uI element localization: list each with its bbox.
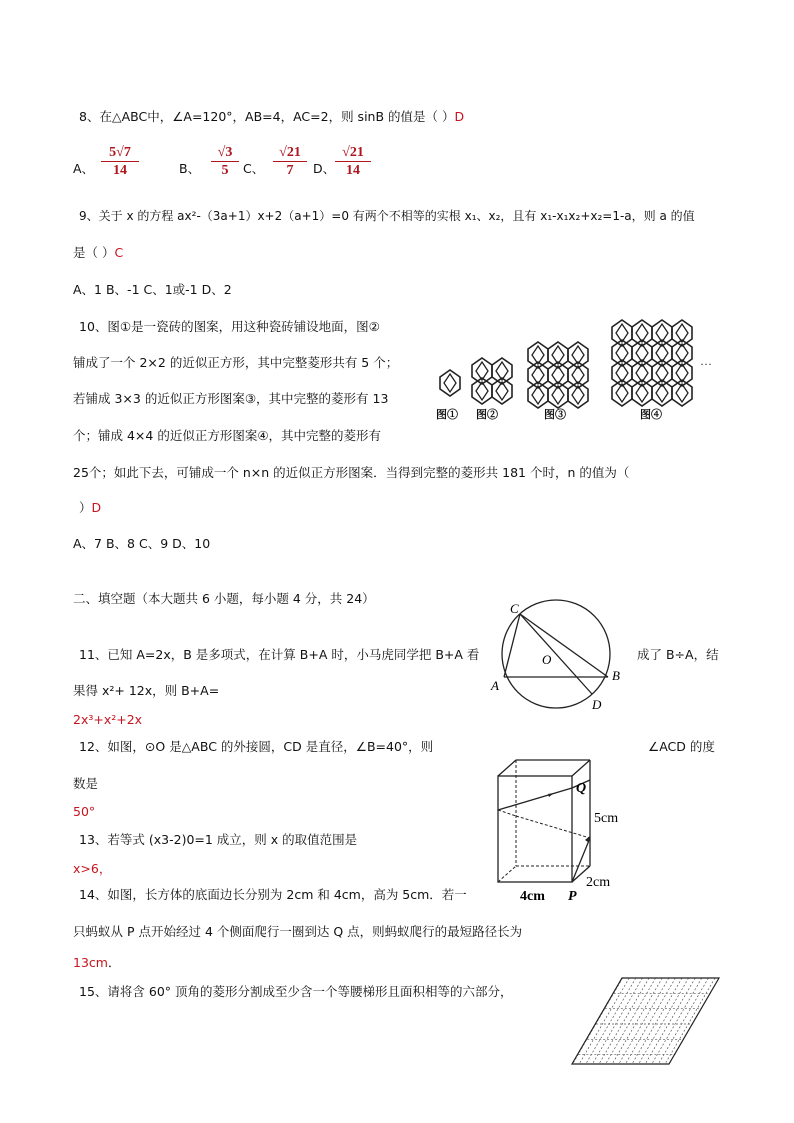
- cuboid-label-depth: 2cm: [586, 875, 611, 890]
- circle-label-b: B: [612, 668, 620, 683]
- q8-option-c-label: C、: [243, 161, 265, 176]
- q12-line1-tail: ∠ACD 的度: [648, 739, 715, 754]
- q12-line2: 数是: [73, 776, 99, 791]
- q10-line1: 10、图①是一瓷砖的图案，用这种瓷砖铺设地面，图②: [79, 319, 380, 334]
- q10-answer: D: [91, 500, 102, 515]
- q15-line1: 15、请将含 60° 顶角的菱形分割成至少含一个等腰梯形且面积相等的六部分，: [79, 984, 513, 999]
- q10-options: A、7 B、8 C、9 D、10: [73, 536, 211, 551]
- q8-answer: D: [454, 109, 465, 124]
- circle-label-o: O: [542, 652, 552, 667]
- tile-label-4: 图④: [640, 409, 662, 421]
- q11-answer: 2x³+x²+2x: [73, 712, 143, 727]
- q13-line1: 13、若等式 (x3-2)0=1 成立，则 x 的取值范围是: [79, 832, 358, 847]
- q10-line6: ）D: [79, 500, 102, 515]
- q8-option-b-label: B、: [179, 161, 201, 176]
- q10-line5: 25个；如此下去，可铺成一个 n×n 的近似正方形图案．当得到完整的菱形共 181 个时，n 的值为（: [73, 465, 630, 480]
- q10-line3: 若铺成 3×3 的近似正方形图案③，其中完整的菱形有 13: [73, 391, 389, 406]
- tile-figure-1: [440, 370, 460, 396]
- q14-line2: 只蚂蚁从 P 点开始经过 4 个侧面爬行一圈到达 Q 点，则蚂蚁爬行的最短路径长为: [73, 924, 523, 939]
- circle-label-a: A: [491, 678, 499, 693]
- circle-label-c: C: [510, 601, 519, 616]
- q9-line2: 是（ ）C: [73, 245, 124, 260]
- cuboid-label-p: P: [568, 889, 577, 904]
- tile-figure-2: [472, 358, 512, 404]
- q8-c-numerator: √21: [273, 145, 307, 162]
- q8-option-b-fraction: [211, 145, 239, 178]
- section2-heading: 二、填空题（本大题共 6 小题，每小题 4 分，共 24）: [73, 591, 375, 606]
- q8-option-d-label: D、: [313, 161, 336, 176]
- circle-figure: [484, 594, 630, 718]
- q9-options: A、1 B、-1 C、1或-1 D、2: [73, 282, 232, 297]
- cuboid-label-q: Q: [576, 781, 587, 796]
- q12-line1: 12、如图，⊙O 是△ABC 的外接圆，CD 是直径，∠B=40°，则: [79, 739, 434, 754]
- q8-stem: 8、在△ABC中，∠A=120°，AB=4，AC=2，则 sinB 的值是（ ）D: [79, 109, 465, 124]
- q8-c-denominator: 7: [286, 163, 294, 178]
- cuboid-figure: [490, 758, 628, 904]
- q14-answer-line: 13cm．: [73, 955, 121, 970]
- q8-a-denominator: 14: [113, 163, 127, 178]
- circle-label-d: D: [592, 697, 602, 712]
- q8-option-d-fraction: [335, 145, 371, 178]
- tile-pattern-figure: [432, 316, 728, 430]
- tile-label-2: 图②: [476, 409, 498, 421]
- tile-label-3: 图③: [544, 409, 566, 421]
- q8-a-numerator: 5√7: [101, 145, 139, 162]
- tile-figure-4: [612, 320, 692, 406]
- cuboid-label-height: 5cm: [594, 811, 619, 826]
- tile-figure-3: [528, 342, 588, 408]
- q11-line2: 果得 x²+ 12x，则 B+A=: [73, 683, 220, 698]
- q8-d-denominator: 14: [346, 163, 360, 178]
- cuboid-label-width: 4cm: [520, 889, 545, 904]
- q12-answer: 50°: [73, 804, 96, 819]
- q8-b-denominator: 5: [221, 163, 229, 178]
- rhombus-grid-figure: [566, 974, 724, 1070]
- q10-line2: 铺成了一个 2×2 的近似正方形，其中完整菱形共有 5 个；: [73, 355, 399, 370]
- q8-option-a-label: A、: [73, 161, 95, 176]
- q8-option-a-fraction: [101, 145, 139, 178]
- q11-line1: 11、已知 A=2x，B 是多项式，在计算 B+A 时，小马虎同学把 B+A 看: [79, 647, 480, 662]
- q10-line4: 个；铺成 4×4 的近似正方形图案④，其中完整的菱形有: [73, 428, 382, 443]
- tile-ellipsis: ···: [700, 357, 712, 371]
- q8-d-numerator: √21: [335, 145, 371, 162]
- q13-answer: x>6，: [73, 861, 112, 876]
- q9-answer: C: [114, 245, 124, 260]
- q14-line1: 14、如图，长方体的底面边长分别为 2cm 和 4cm，高为 5cm．若一: [79, 887, 467, 902]
- q14-answer: 13cm: [73, 955, 108, 970]
- q9-line1: 9、关于 x 的方程 ax²-（3a+1）x+2（a+1）=0 有两个不相等的实根 x₁、x₂，且有 x₁-x₁x₂+x₂=1-a，则 a 的值: [79, 209, 695, 223]
- q8-b-numerator: √3: [211, 145, 239, 162]
- tile-label-1: 图①: [436, 409, 458, 421]
- q11-line1-tail: 成了 B÷A，结: [637, 647, 719, 662]
- q8-option-c-fraction: [273, 145, 307, 178]
